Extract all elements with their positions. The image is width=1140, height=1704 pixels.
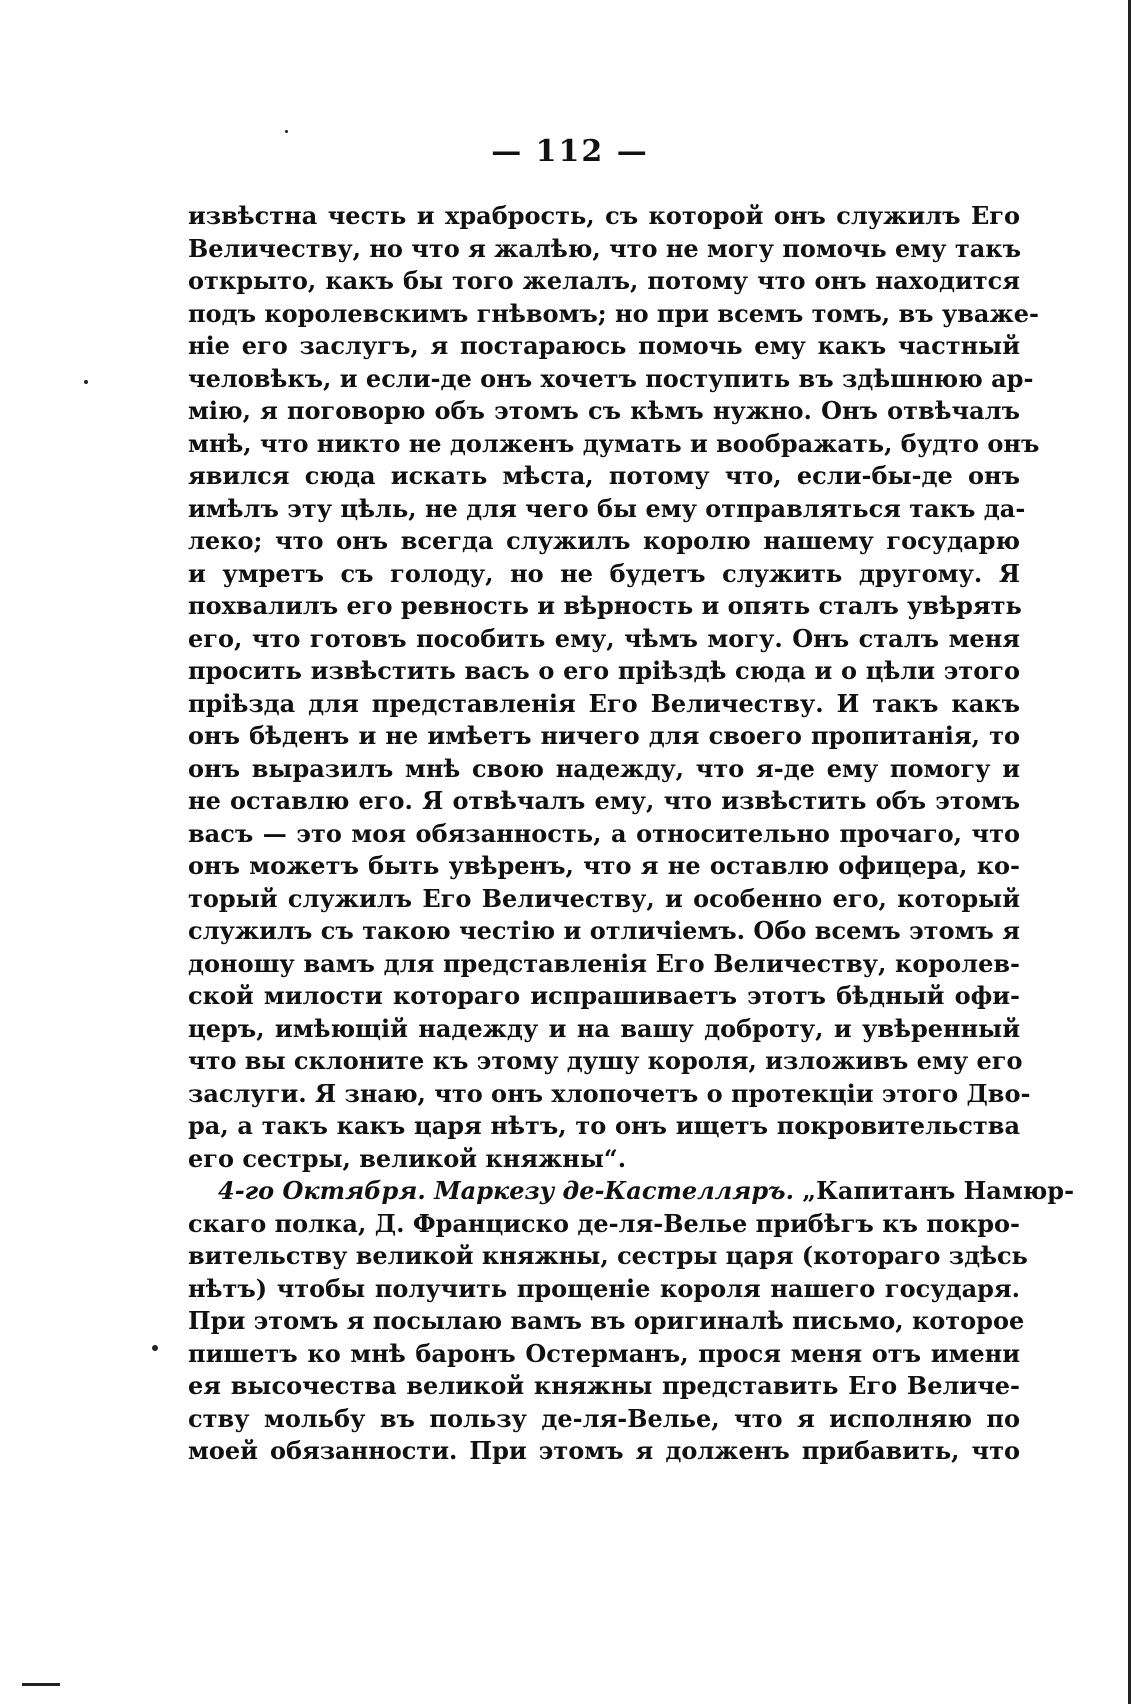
text-line: явился сюда искать мѣста, потому что, если-бы-де онъ — [188, 461, 1020, 490]
text-line: его сестры, великой княжны“. — [188, 1143, 627, 1173]
text-line: скаго полка, Д. Франциско де-ля-Велье прибѣгъ къ покро- — [188, 1208, 1020, 1238]
text-line: онъ бѣденъ и не имѣетъ ничего для своего пропитанія, то — [188, 721, 1020, 750]
text-line: ея высочества великой княжны представить Его Величе- — [188, 1371, 1020, 1400]
page-edge-line — [1128, 0, 1131, 1704]
text-line: ству мольбу въ пользу де-ля-Велье, что я исполняю по — [188, 1403, 1020, 1433]
page-number: — 112 — — [491, 134, 649, 169]
text-line: онъ можетъ быть увѣренъ, что я не оставлю офицера, ко- — [188, 851, 1020, 880]
text-line: открыто, какъ бы того желалъ, потому что онъ находится — [188, 266, 1020, 295]
text-line: онъ выразилъ мнѣ свою надежду, что я-де ему помогу и — [188, 753, 1020, 783]
ink-speck — [84, 380, 88, 384]
text-line: При этомъ я посылаю вамъ въ оригиналѣ письмо, которое — [188, 1306, 1025, 1335]
text-line: мнѣ, что никто не долженъ думать и воображать, будто онъ — [188, 428, 1040, 458]
body-text — [188, 200, 1075, 1468]
text-line: человѣкъ, и если-де онъ хочетъ поступить въ здѣшнюю ар- — [188, 363, 1034, 393]
text-line: не оставлю его. Я отвѣчалъ ему, что извѣстить объ этомъ — [188, 786, 1020, 815]
text-line: подъ королевскимъ гнѣвомъ; но при всемъ томъ, въ уваже- — [188, 298, 1039, 328]
text-line: служилъ съ такою честію и отличіемъ. Обо всемъ этомъ я — [188, 916, 1020, 945]
ink-speck — [152, 1345, 158, 1351]
text-line: похвалилъ его ревность и вѣрность и опять сталъ увѣрять — [188, 591, 1022, 620]
text-line: Величеству, но что я жалѣю, что не могу помочь ему такъ — [188, 233, 1021, 263]
text-line: мію, я поговорю объ этомъ съ кѣмъ нужно. Онъ отвѣчалъ — [188, 396, 1020, 425]
text-line: торый служилъ Его Величеству, и особенно его, который — [188, 883, 1020, 913]
text-line: что вы склоните къ этому душу короля, изложивъ ему его — [188, 1046, 1023, 1075]
text-line: пишетъ ко мнѣ баронъ Остерманъ, прося меня отъ имени — [188, 1338, 1020, 1368]
text-line: ра, а такъ какъ царя нѣтъ, то онъ ищетъ покровительства — [188, 1111, 1020, 1140]
text-line: ніе его заслугъ, я постараюсь помочь ему какъ частный — [188, 331, 1020, 360]
text-line: доношу вамъ для представленія Его Величеству, королев- — [188, 948, 1020, 978]
text-line: вительству великой княжны, сестры царя (котораго здѣсь — [188, 1241, 1028, 1270]
text-line: васъ — это моя обязанность, а относительно прочаго, что — [188, 818, 1020, 848]
letter-heading-line — [188, 1175, 1075, 1208]
margin-dash-mark — [22, 1683, 60, 1686]
text-line: ской милости котораго испрашиваетъ этотъ бѣдный офи- — [188, 981, 1020, 1010]
text-line: церъ, имѣющій надежду и на вашу доброту, и увѣренный — [188, 1013, 1020, 1043]
ink-speck — [285, 130, 288, 133]
text-fragment: „Капитанъ Намюр- — [802, 1176, 1075, 1205]
text-line: извѣстна честь и храбрость, съ которой онъ служилъ Его — [188, 201, 1020, 230]
text-line: его, что готовъ пособить ему, чѣмъ могу. Онъ сталъ меня — [188, 623, 1020, 653]
text-line: заслуги. Я знаю, что онъ хлопочетъ о протекціи этого Дво- — [188, 1078, 1031, 1108]
text-line: пріѣзда для представленія Его Величеству. И такъ какъ — [188, 688, 1020, 718]
text-line: имѣлъ эту цѣль, не для чего бы ему отправляться такъ да- — [188, 493, 1026, 523]
letter-date-heading: 4-го Октября. Маркезу де-Кастелляръ. — [218, 1176, 794, 1205]
text-line: леко; что онъ всегда служилъ королю нашему государю — [188, 526, 1020, 555]
text-line: нѣтъ) чтобы получить прощеніе короля нашего государя. — [188, 1273, 1020, 1303]
text-line: моей обязанности. При этомъ я долженъ прибавить, что — [188, 1436, 1020, 1465]
text-line: и умретъ съ голоду, но не будетъ служить другому. Я — [188, 558, 1020, 588]
text-line: просить извѣстить васъ о его пріѣздѣ сюда и о цѣли этого — [188, 656, 1020, 685]
